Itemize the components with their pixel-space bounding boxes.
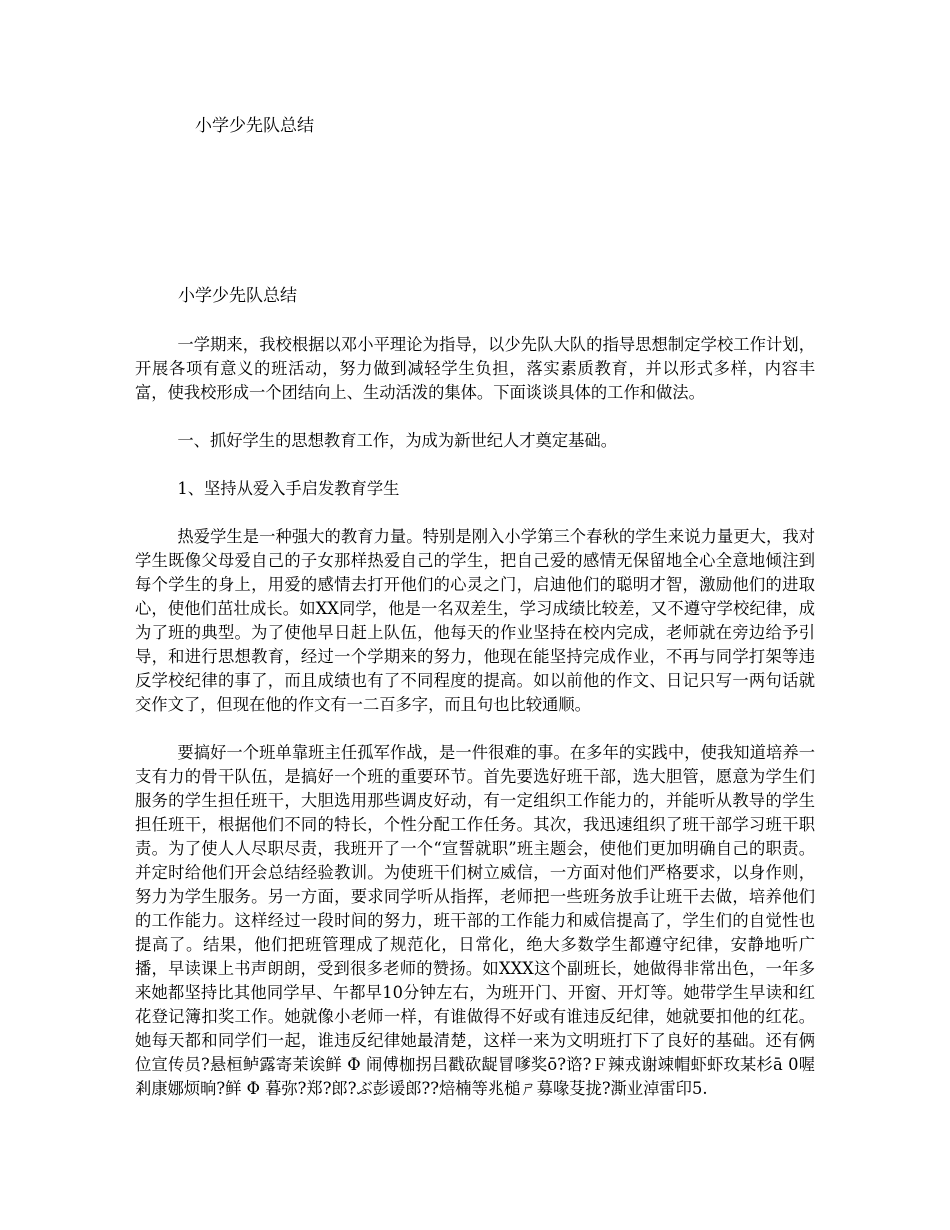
paragraph-love-education: 热爱学生是一种强大的教育力量。特别是刚入小学第三个春秋的学生来说力量更大，我对学生既像父母爱自己的子女那样热爱自己的学生，把自己爱的感情无保留地全心全意地倾注到每个学生的身上，用爱的感情去打开他们的心灵之门，启迪他们的聪明才智，激励他们的进取心，使他们茁壮成长。如XX同学，他是一名双差生，学习成绩比较差，又不遵守学校纪律，成为了班的典型。为了使他早日赶上队伍，他每天的作业坚持在校内完成，老师就在旁边给予引导，和进行思想教育，经过一个学期来的努力，他现在能坚持完成作业，不再与同学打架等违反学校纪律的事了，而且成绩也有了不同程度的提高。如以前他的作文、日记只写一两句话就交作文了，但现在他的作文有一二百多字，而且句也比较通顺。: [135, 527, 815, 714]
document-body: [135, 284, 815, 1101]
section-heading: 一、抓好学生的思想教育工作，为成为新世纪人才奠定基础。: [177, 431, 617, 450]
paragraph-class-cadres: 要搞好一个班单靠班主任孤军作战，是一件很难的事。在多年的实践中，使我知道培养一支有力的骨干队伍，是搞好一个班的重要环节。首先要选好班干部，选大胆管，愿意为学生们服务的学生担任班干，大胆选用那些调皮好动，有一定组织工作能力的，并能听从教导的学生担任班干，根据他们不同的特长，个性分配工作任务。其次，我迅速组织了班干部学习班干职责。为了使人人尽职尽责，我班开了一个“宣誓就职”班主题会，使他们更加明确自己的职责。并定时给他们开会总结经验教训。为使班干们树立威信，一方面对他们严格要求，以身作则，努力为学生服务。另一方面，要求同学听从指挥，老师把一些班务放手让班干去做，培养他们的工作能力。这样经过一段时间的努力，班干部的工作能力和威信提高了，学生们的自觉性也提高了。结果，他们把班管理成了规范化，日常化，绝大多数学生都遵守纪律，安静地听广播，早读课上书声朗朗，受到很多老师的赞扬。如XXX这个副班长，她做得非常出色，一年多来她都坚持比其他同学早、午都早10分钟左右，为班开门、开窗、开灯等。她带学生早读和红花登记簿扣奖工作。她就像小老师一样，有谁做得不好或有谁违反纪律，她就要扣他的红花。她每天都和同学们一起，谁违反纪律她最清楚，这样一来为文明班打下了良好的基础。还有俩位宣传员?悬桓鲈露寄茉诶鲜 Φ 闹傅枷拐吕戳砍龊冒嗲奖ō?谘?Ｆ辣戎谢竦帽虾虾玫某杉ā 0喔剎康娜烦晌?鲜 Φ 暮弥?郑?郎?ぶ彭谖郎??焙楠等兆槌ㄕ募喙芟拢?澌业淖雷印5.: [135, 743, 815, 1098]
document-title: 小学少先队总结: [178, 286, 297, 306]
paragraph-intro: 一学期来，我校根据以邓小平理论为指导，以少先队大队的指导思想制定学校工作计划，开展各项有意义的班活动，努力做到减轻学生负担，落实素质教育，并以形式多样，内容丰富，使我校形成一个团结向上、生动活泼的集体。下面谈谈具体的工作和做法。: [135, 335, 815, 402]
page-header-title: 小学少先队总结: [195, 116, 314, 136]
subsection-heading: 1、坚持从爱入手启发教育学生: [177, 479, 400, 498]
